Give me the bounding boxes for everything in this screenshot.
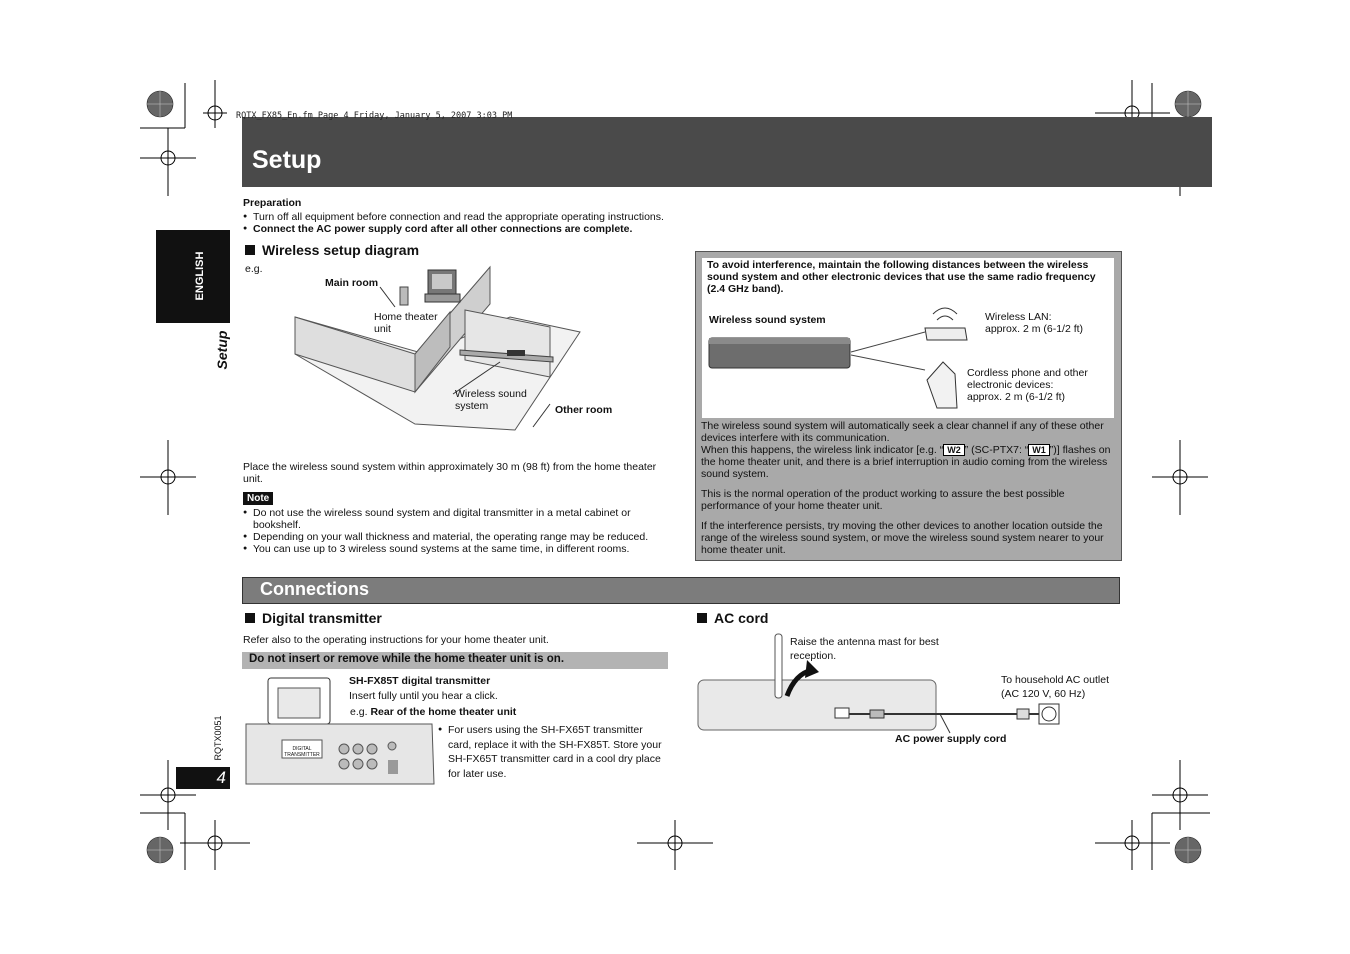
placement-text: Place the wireless sound system within approximately 30 m (98 ft) from the home theater unit.	[243, 461, 657, 485]
eg-label: e.g.	[245, 263, 263, 275]
connections-title: Connections	[260, 579, 370, 599]
interference-para-2: This is the normal operation of the product working to assure the best possible performance of your home theater unit.	[701, 488, 1065, 512]
interference-para-3: If the interference persists, try moving the other devices to another location outside the range of the wireless sound system, or move the wireless sound system nearer to your home theater unit.	[701, 520, 1104, 556]
ac-cord-label: AC power supply cord	[895, 733, 1007, 745]
ac-cord-heading: AC cord	[697, 610, 768, 626]
rear-label: e.g. Rear of the home theater unit	[350, 706, 517, 718]
note-badge: Note	[243, 492, 273, 505]
preparation-item: ● Turn off all equipment before connection and read the appropriate operating instructions.	[243, 211, 713, 223]
device-label: Wireless sound system	[709, 314, 826, 326]
side-section-label: Setup	[214, 330, 230, 370]
digital-transmitter-heading: Digital transmitter	[245, 610, 382, 626]
transmitter-card-label: DIGITAL TRANSMITTER	[284, 746, 320, 758]
indicator-w2: W2	[943, 444, 965, 456]
page-number: 4	[216, 768, 226, 787]
room-diagram	[285, 262, 595, 462]
note-item: ● You can use up to 3 wireless sound systems at the same time, in different rooms.	[243, 543, 663, 555]
header-bar	[242, 117, 1212, 187]
refer-text: Refer also to the operating instructions for your home theater unit.	[243, 634, 549, 646]
file-stamp: RQTX_FX85_En.fm Page 4 Friday, January 5, 2007 3:03 PM	[236, 111, 513, 121]
outlet-text: To household AC outlet (AC 120 V, 60 Hz)	[1001, 674, 1109, 700]
indicator-w1: W1	[1028, 444, 1050, 456]
note-item: ● Do not use the wireless sound system and digital transmitter in a metal cabinet or bookshelf.	[243, 507, 663, 531]
document-code: RQTX0051	[213, 715, 223, 761]
main-room-label: Main room	[325, 277, 379, 289]
language-tab	[156, 230, 230, 323]
transmitter-note: ● For users using the SH-FX65T transmitter card, replace it with the SH-FX85T. Store your SH-FX65T transmitter card in a cool dry place for later use.	[438, 723, 663, 781]
home-theater-unit-label: Home theater unit	[374, 311, 438, 335]
preparation-list	[243, 211, 713, 235]
preparation-item: ● Connect the AC power supply cord after all other connections are complete.	[243, 223, 713, 235]
insert-text: Insert fully until you hear a click.	[349, 690, 498, 702]
wireless-setup-heading: Wireless setup diagram	[245, 242, 419, 258]
antenna-text: Raise the antenna mast for best reception.	[790, 636, 939, 662]
page-title: Setup	[252, 146, 322, 174]
note-list	[243, 507, 663, 555]
interference-para-1: The wireless sound system will automatically seek a clear channel if any of these other devices interfere with its communication. When this happens, the wireless link indicator [e.g. “ W2 ” (SC-PTX7: “ W1 ”)] flashes on the home theater unit, and there is a brief interruption in audio coming from the wireless sound system.	[701, 420, 1111, 480]
transmitter-model-label: SH-FX85T digital transmitter	[349, 675, 491, 687]
other-room-label: Other room	[555, 404, 613, 416]
connections-bar	[242, 577, 1120, 604]
cordless-phone-text: Cordless phone and other electronic devices: approx. 2 m (6-1/2 ft)	[967, 367, 1088, 403]
warning-text: Do not insert or remove while the home theater unit is on.	[249, 653, 565, 665]
preparation-heading: Preparation	[243, 197, 302, 209]
note-item: ● Depending on your wall thickness and material, the operating range may be reduced.	[243, 531, 663, 543]
language-label: ENGLISH	[194, 251, 206, 301]
wireless-sound-system-label: Wireless sound system	[455, 388, 527, 412]
interference-diagram	[705, 300, 975, 415]
wireless-lan-text: Wireless LAN: approx. 2 m (6-1/2 ft)	[985, 311, 1084, 335]
interference-intro: To avoid interference, maintain the following distances between the wireless sound system and other electronic devices that use the same radio frequency (2.4 GHz band).	[707, 259, 1096, 295]
